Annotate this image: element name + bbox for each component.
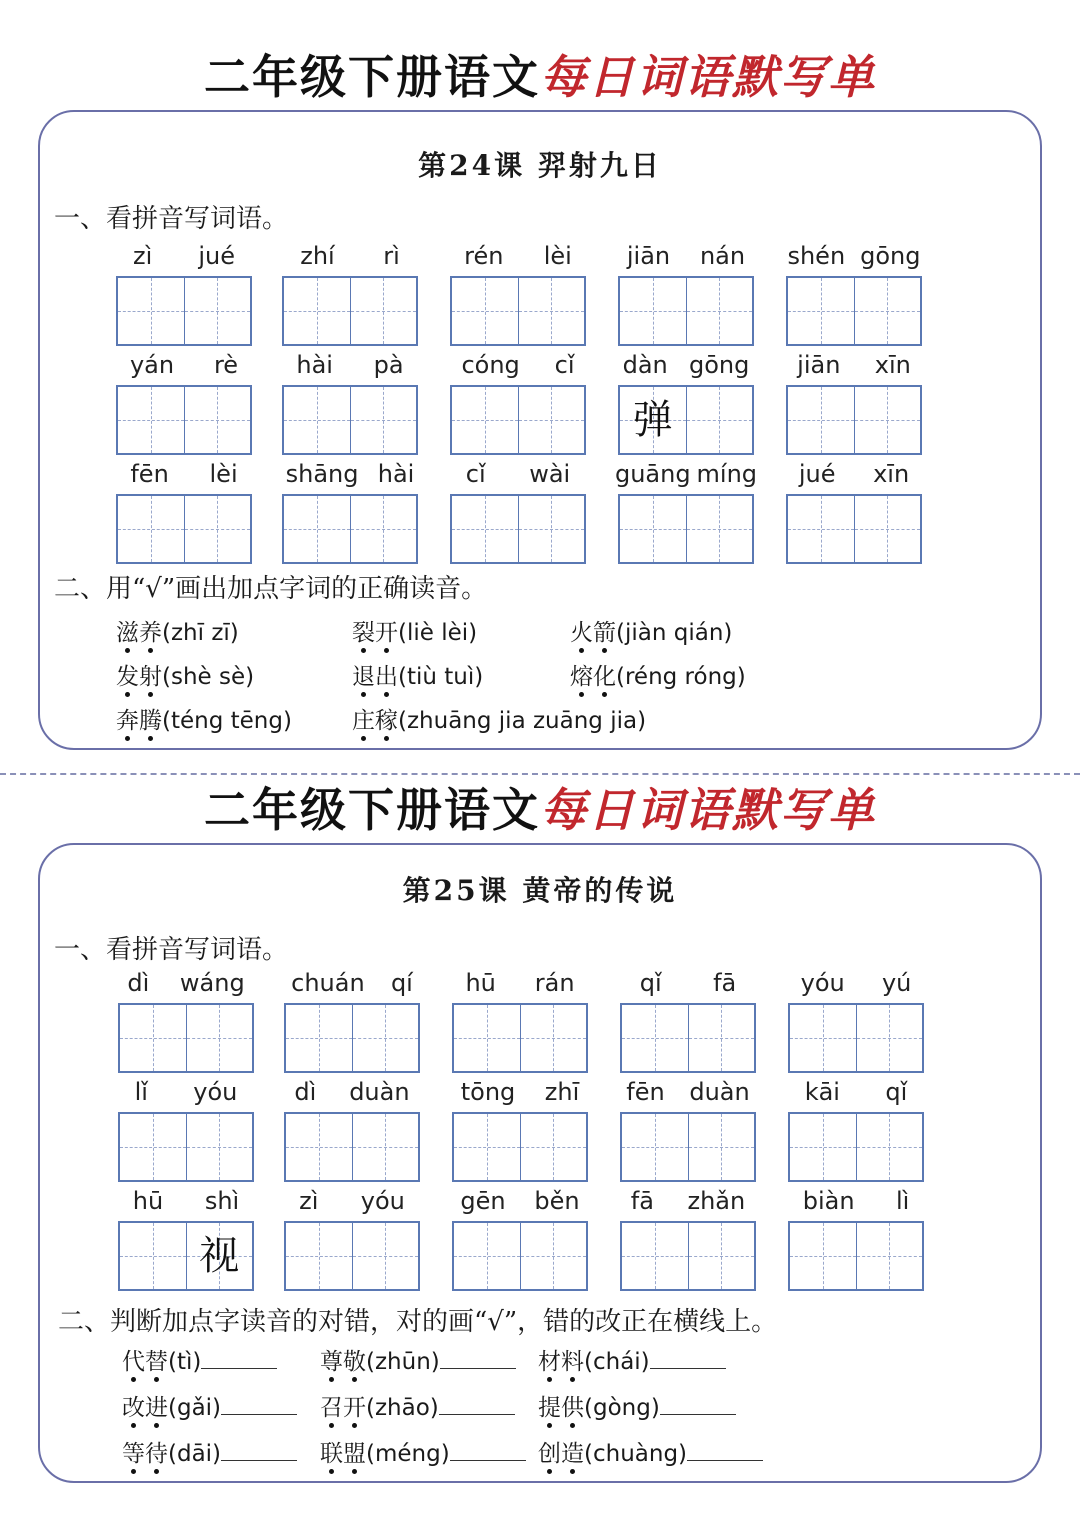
reading-options[interactable]: (zhāo)	[366, 1395, 439, 1421]
reading-options[interactable]: (jiàn qián)	[616, 620, 733, 646]
writing-cell[interactable]	[120, 1114, 186, 1180]
pinyin-syllable: běn	[534, 1187, 580, 1215]
pinyin	[612, 460, 760, 488]
tian-zi-ge	[618, 276, 754, 346]
dotted-char: 发	[116, 658, 139, 691]
pinyin	[444, 460, 592, 488]
reading-options[interactable]: (zhuāng jia zuāng jia)	[398, 708, 647, 734]
reading-options[interactable]: (dāi)	[168, 1441, 222, 1467]
pronunciation-item	[320, 1389, 515, 1422]
dotted-char: 养	[139, 614, 162, 647]
writing-cell[interactable]	[788, 496, 854, 562]
dotted-char: 射	[139, 658, 162, 691]
writing-cell[interactable]	[520, 1114, 587, 1180]
pronunciation-item	[538, 1389, 736, 1422]
pinyin-syllable: yóu	[800, 969, 845, 997]
tian-zi-ge	[284, 1003, 420, 1073]
reading-options[interactable]: (gòng)	[584, 1395, 660, 1421]
pinyin-syllable: wáng	[179, 969, 245, 997]
writing-cell[interactable]	[184, 387, 251, 453]
worksheet-card	[38, 843, 1042, 1483]
pronunciation-item	[570, 658, 746, 691]
pinyin-syllable: jiān	[626, 242, 671, 270]
tian-zi-ge	[788, 1003, 924, 1073]
tian-zi-ge	[620, 1112, 756, 1182]
pinyin-syllable: qǐ	[885, 1078, 908, 1106]
pinyin-syllable: yán	[129, 351, 175, 379]
pinyin	[112, 969, 260, 997]
dotted-char: 改	[122, 1389, 145, 1422]
pinyin-syllable: xīn	[874, 351, 911, 379]
pinyin	[278, 1187, 426, 1215]
pinyin	[276, 460, 424, 488]
writing-cell[interactable]	[622, 1223, 688, 1289]
pinyin-syllable: shāng	[285, 460, 359, 488]
writing-cell[interactable]	[186, 1223, 253, 1289]
reading-options[interactable]: (réng róng)	[616, 664, 746, 690]
writing-cell[interactable]	[688, 1114, 755, 1180]
pinyin	[780, 242, 928, 270]
tian-zi-ge	[788, 1112, 924, 1182]
pinyin-syllable: nán	[699, 242, 746, 270]
pronunciation-item	[122, 1389, 297, 1422]
dotted-char: 替	[145, 1343, 168, 1376]
pinyin-syllable: dì	[127, 969, 150, 997]
pinyin	[444, 351, 592, 379]
pinyin	[614, 1078, 762, 1106]
writing-cell[interactable]	[620, 496, 686, 562]
writing-cell[interactable]	[184, 278, 251, 344]
pinyin	[112, 1187, 260, 1215]
pinyin-syllable: hū	[132, 1187, 164, 1215]
pinyin	[780, 351, 928, 379]
dotted-char: 提	[538, 1389, 561, 1422]
pinyin	[614, 1187, 762, 1215]
writing-cell[interactable]	[686, 387, 753, 453]
pinyin-syllable: lì	[895, 1187, 910, 1215]
pinyin	[446, 1078, 594, 1106]
dotted-char: 庄	[352, 702, 375, 735]
dotted-char: 敬	[343, 1343, 366, 1376]
writing-cell[interactable]	[854, 278, 921, 344]
dotted-char: 待	[145, 1435, 168, 1468]
reading-options[interactable]: (zhūn)	[366, 1349, 440, 1375]
pinyin-syllable: gōng	[860, 242, 921, 270]
tian-zi-ge	[116, 494, 252, 564]
writing-cell[interactable]	[620, 278, 686, 344]
worksheet-card	[38, 110, 1042, 750]
tian-zi-ge	[452, 1003, 588, 1073]
reading-options[interactable]: (chuàng)	[584, 1441, 688, 1467]
writing-cell[interactable]	[184, 496, 251, 562]
header-subtitle: 每日词语默写单	[540, 783, 876, 837]
pronunciation-item	[538, 1435, 763, 1468]
header-title: 二年级下册语文	[204, 50, 540, 104]
writing-cell[interactable]	[118, 387, 184, 453]
writing-cell[interactable]	[286, 1114, 352, 1180]
writing-cell[interactable]	[352, 1114, 419, 1180]
writing-cell[interactable]	[452, 278, 518, 344]
dotted-char: 供	[561, 1389, 584, 1422]
pronunciation-item	[116, 614, 239, 647]
pinyin	[110, 351, 258, 379]
writing-cell[interactable]	[856, 1005, 923, 1071]
writing-cell[interactable]	[454, 1114, 520, 1180]
dotted-char: 盟	[343, 1435, 366, 1468]
writing-cell[interactable]	[352, 1223, 419, 1289]
dotted-char: 创	[538, 1435, 561, 1468]
writing-cell[interactable]	[452, 496, 518, 562]
writing-cell[interactable]	[454, 1005, 520, 1071]
dotted-char: 奔	[116, 702, 139, 735]
pinyin-syllable: gēn	[460, 1187, 506, 1215]
pinyin-syllable: hū	[465, 969, 496, 997]
writing-cell[interactable]	[790, 1114, 856, 1180]
dotted-char: 召	[320, 1389, 343, 1422]
pronunciation-item	[320, 1435, 526, 1468]
writing-cell[interactable]	[620, 387, 686, 453]
writing-cell[interactable]	[118, 496, 184, 562]
lesson-title: 第25课 黄帝的传说	[402, 874, 678, 907]
pinyin-syllable: lèi	[209, 460, 238, 488]
lesson-title: 第24课 羿射九日	[418, 149, 662, 182]
writing-cell[interactable]	[520, 1223, 587, 1289]
reading-options[interactable]: (shè sè)	[162, 664, 255, 690]
pinyin	[276, 242, 424, 270]
pinyin-syllable: hài	[377, 460, 415, 488]
pinyin-syllable: zì	[299, 1187, 319, 1215]
pronunciation-item	[116, 702, 292, 735]
pinyin-syllable: lèi	[543, 242, 572, 270]
dotted-char: 尊	[320, 1343, 343, 1376]
tian-zi-ge	[118, 1221, 254, 1291]
written-char: 视	[199, 1233, 240, 1279]
pinyin-syllable: wài	[529, 460, 571, 488]
pronunciation-item	[116, 658, 254, 691]
writing-cell[interactable]	[854, 387, 921, 453]
pinyin	[278, 969, 426, 997]
pronunciation-item	[320, 1343, 516, 1376]
answer-blank[interactable]	[660, 1394, 736, 1415]
dotted-char: 箭	[593, 614, 616, 647]
pinyin-syllable: duàn	[349, 1078, 410, 1106]
pinyin-syllable: zì	[133, 242, 153, 270]
reading-options[interactable]: (gǎi)	[168, 1395, 222, 1421]
pinyin	[110, 460, 258, 488]
pinyin-syllable: zhǎn	[687, 1187, 746, 1215]
writing-cell[interactable]	[688, 1223, 755, 1289]
reading-options[interactable]: (téng tēng)	[162, 708, 292, 734]
pinyin-syllable: cóng	[461, 351, 520, 379]
dotted-char: 开	[343, 1389, 366, 1422]
pinyin-syllable: cǐ	[554, 351, 575, 379]
dotted-char: 火	[570, 614, 593, 647]
writing-cell[interactable]	[788, 387, 854, 453]
writing-cell[interactable]	[186, 1005, 253, 1071]
pinyin-syllable: dì	[294, 1078, 317, 1106]
section-two-heading: 二、用“√”画出加点字词的正确读音。	[54, 574, 488, 604]
tian-zi-ge	[118, 1003, 254, 1073]
dotted-char: 出	[375, 658, 398, 691]
dotted-char: 材	[538, 1343, 561, 1376]
tian-zi-ge	[118, 1112, 254, 1182]
tian-zi-ge	[284, 1112, 420, 1182]
pinyin-syllable: hài	[296, 351, 333, 379]
answer-blank[interactable]	[450, 1440, 526, 1461]
writing-cell[interactable]	[350, 278, 417, 344]
pronunciation-item	[352, 702, 646, 735]
dotted-char: 料	[561, 1343, 584, 1376]
writing-cell[interactable]	[854, 496, 921, 562]
section-two-heading: 二、判断加点字读音的对错，对的画“√”，错的改正在横线上。	[58, 1307, 778, 1337]
pinyin	[276, 351, 424, 379]
dotted-char: 联	[320, 1435, 343, 1468]
reading-options[interactable]: (zhī zī)	[162, 620, 239, 646]
pinyin-syllable: zhī	[544, 1078, 580, 1106]
pinyin	[612, 242, 760, 270]
pinyin-syllable: chuán	[291, 969, 365, 997]
tian-zi-ge	[618, 494, 754, 564]
answer-blank[interactable]	[439, 1394, 515, 1415]
writing-cell[interactable]	[452, 387, 518, 453]
writing-cell[interactable]	[788, 278, 854, 344]
pinyin	[782, 969, 930, 997]
dotted-char: 退	[352, 658, 375, 691]
tian-zi-ge	[618, 385, 754, 455]
pinyin	[444, 242, 592, 270]
answer-blank[interactable]	[687, 1440, 763, 1461]
writing-cell[interactable]	[686, 278, 753, 344]
tian-zi-ge	[452, 1221, 588, 1291]
dotted-char: 开	[375, 614, 398, 647]
section-one-heading: 一、看拼音写词语。	[54, 204, 289, 234]
writing-cell[interactable]	[856, 1114, 923, 1180]
tian-zi-ge	[282, 494, 418, 564]
tian-zi-ge	[452, 1112, 588, 1182]
pinyin	[110, 242, 258, 270]
pinyin-syllable: shén	[787, 242, 846, 270]
pinyin-syllable: jué	[798, 460, 836, 488]
dotted-char: 代	[122, 1343, 145, 1376]
dotted-char: 熔	[570, 658, 593, 691]
pinyin-syllable: gōng	[689, 351, 750, 379]
pinyin-syllable: rè	[213, 351, 239, 379]
writing-cell[interactable]	[284, 496, 350, 562]
pinyin-syllable: fā	[713, 969, 737, 997]
worksheet-header	[0, 775, 1080, 845]
pinyin-syllable: fēn	[130, 460, 169, 488]
header-title: 二年级下册语文	[204, 783, 540, 837]
pinyin-syllable: lǐ	[134, 1078, 148, 1106]
dotted-char: 等	[122, 1435, 145, 1468]
tian-zi-ge	[620, 1221, 756, 1291]
tian-zi-ge	[284, 1221, 420, 1291]
pinyin-syllable: guāng	[614, 460, 691, 488]
writing-cell[interactable]	[518, 387, 585, 453]
pinyin-syllable: jué	[198, 242, 235, 270]
dotted-char: 进	[145, 1389, 168, 1422]
pinyin	[612, 351, 760, 379]
pronunciation-item	[122, 1343, 277, 1376]
writing-cell[interactable]	[520, 1005, 587, 1071]
pinyin-syllable: xīn	[873, 460, 910, 488]
writing-cell[interactable]	[622, 1005, 688, 1071]
pinyin	[446, 1187, 594, 1215]
pronunciation-item	[352, 658, 483, 691]
dotted-char: 裂	[352, 614, 375, 647]
reading-options[interactable]: (tiù tuì)	[398, 664, 484, 690]
writing-cell[interactable]	[286, 1005, 352, 1071]
reading-options[interactable]: (tì)	[168, 1349, 202, 1375]
dotted-char: 腾	[139, 702, 162, 735]
pinyin-syllable: tōng	[460, 1078, 516, 1106]
pinyin-syllable: dàn	[622, 351, 668, 379]
pinyin-syllable: yóu	[360, 1187, 405, 1215]
section-one-heading: 一、看拼音写词语。	[54, 935, 289, 965]
pinyin	[782, 1187, 930, 1215]
writing-cell[interactable]	[688, 1005, 755, 1071]
dotted-char: 滋	[116, 614, 139, 647]
writing-cell[interactable]	[856, 1223, 923, 1289]
pinyin-syllable: fēn	[626, 1078, 665, 1106]
pronunciation-item	[570, 614, 732, 647]
pinyin-syllable: míng	[696, 460, 758, 488]
pinyin	[446, 969, 594, 997]
answer-blank[interactable]	[221, 1440, 297, 1461]
pinyin-syllable: pà	[373, 351, 404, 379]
pinyin-syllable: rán	[534, 969, 575, 997]
answer-blank[interactable]	[201, 1348, 277, 1369]
writing-cell[interactable]	[186, 1114, 253, 1180]
tian-zi-ge	[786, 276, 922, 346]
dotted-char: 稼	[375, 702, 398, 735]
pinyin-syllable: qǐ	[639, 969, 662, 997]
pinyin-syllable: yóu	[193, 1078, 238, 1106]
pinyin	[278, 1078, 426, 1106]
writing-cell[interactable]	[454, 1223, 520, 1289]
pinyin-syllable: jiān	[797, 351, 841, 379]
writing-cell[interactable]	[518, 278, 585, 344]
tian-zi-ge	[786, 494, 922, 564]
pinyin-syllable: shì	[204, 1187, 240, 1215]
pinyin	[614, 969, 762, 997]
pinyin-syllable: yú	[881, 969, 912, 997]
pinyin-syllable: biàn	[802, 1187, 855, 1215]
pinyin	[782, 1078, 930, 1106]
pronunciation-item	[352, 614, 477, 647]
pinyin	[780, 460, 928, 488]
writing-cell[interactable]	[518, 496, 585, 562]
writing-cell[interactable]	[120, 1223, 186, 1289]
tian-zi-ge	[788, 1221, 924, 1291]
reading-options[interactable]: (liè lèi)	[398, 620, 478, 646]
writing-cell[interactable]	[350, 496, 417, 562]
writing-cell[interactable]	[352, 1005, 419, 1071]
tian-zi-ge	[450, 494, 586, 564]
tian-zi-ge	[116, 385, 252, 455]
writing-cell[interactable]	[118, 278, 184, 344]
tian-zi-ge	[620, 1003, 756, 1073]
writing-cell[interactable]	[284, 387, 350, 453]
answer-blank[interactable]	[221, 1394, 297, 1415]
tian-zi-ge	[116, 276, 252, 346]
tian-zi-ge	[282, 385, 418, 455]
pinyin-syllable: qí	[390, 969, 413, 997]
pinyin-syllable: kāi	[804, 1078, 840, 1106]
dotted-char: 化	[593, 658, 616, 691]
pinyin	[112, 1078, 260, 1106]
worksheet-header	[0, 42, 1080, 112]
answer-blank[interactable]	[440, 1348, 516, 1369]
written-char: 弹	[632, 397, 673, 443]
answer-blank[interactable]	[650, 1348, 726, 1369]
reading-options[interactable]: (chái)	[584, 1349, 650, 1375]
pinyin-syllable: duàn	[689, 1078, 750, 1106]
writing-cell[interactable]	[120, 1005, 186, 1071]
dotted-char: 造	[561, 1435, 584, 1468]
tian-zi-ge	[450, 276, 586, 346]
reading-options[interactable]: (méng)	[366, 1441, 450, 1467]
writing-cell[interactable]	[622, 1114, 688, 1180]
tian-zi-ge	[786, 385, 922, 455]
writing-cell[interactable]	[686, 496, 753, 562]
pinyin-syllable: fā	[630, 1187, 654, 1215]
tian-zi-ge	[282, 276, 418, 346]
writing-cell[interactable]	[790, 1223, 856, 1289]
pinyin-syllable: cǐ	[465, 460, 486, 488]
pronunciation-item	[122, 1435, 297, 1468]
writing-cell[interactable]	[350, 387, 417, 453]
pinyin-syllable: zhí	[300, 242, 335, 270]
tian-zi-ge	[450, 385, 586, 455]
writing-cell[interactable]	[284, 278, 350, 344]
header-subtitle: 每日词语默写单	[540, 50, 876, 104]
pinyin-syllable: rén	[464, 242, 504, 270]
writing-cell[interactable]	[286, 1223, 352, 1289]
pinyin-syllable: rì	[383, 242, 400, 270]
writing-cell[interactable]	[790, 1005, 856, 1071]
pronunciation-item	[538, 1343, 726, 1376]
